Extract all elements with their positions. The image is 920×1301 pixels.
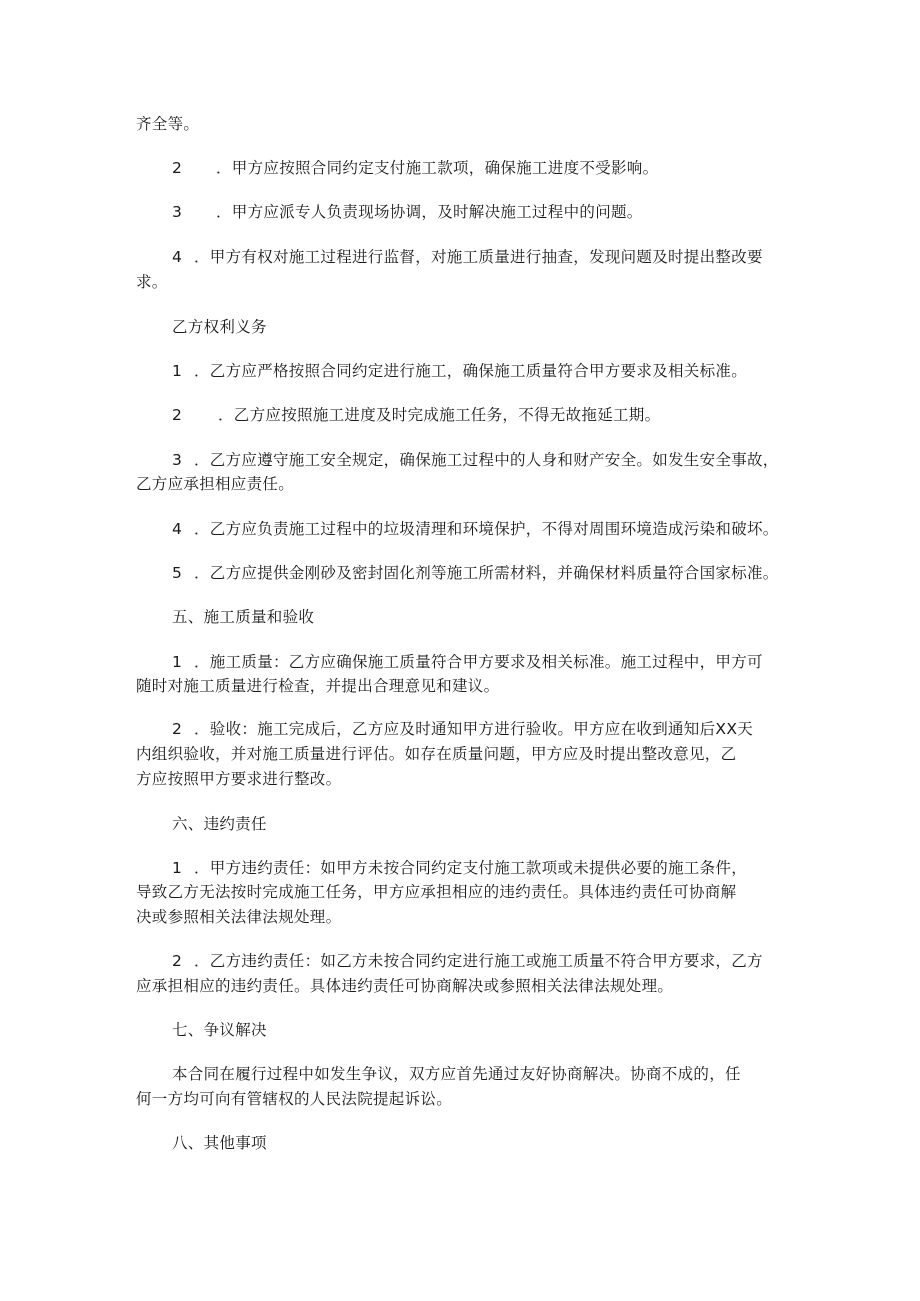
paragraph-line: 求。 [136,273,168,291]
paragraph-line: 决或参照相关法律法规处理。 [136,908,342,926]
numbered-item-line: 4 ．甲方有权对施工过程进行监督，对施工质量进行抽查，发现问题及时提出整改要 [172,248,763,266]
section-heading: 五、施工质量和验收 [172,608,315,626]
section-heading: 乙方权利义务 [172,318,267,336]
numbered-item-line: 3 ．乙方应遵守施工安全规定，确保施工过程中的人身和财产安全。如发生安全事故， [172,451,779,469]
section-heading: 八、其他事项 [172,1134,267,1152]
numbered-item-line: 4 ．乙方应负责施工过程中的垃圾清理和环境保护，不得对周围环境造成污染和破坏。 [172,520,779,538]
numbered-item-line: 2 ．甲方应按照合同约定支付施工款项，确保施工进度不受影响。 [172,159,659,177]
paragraph-line: 乙方应承担相应责任。 [136,475,295,493]
numbered-item-line: 1 ．施工质量：乙方应确保施工质量符合甲方要求及相关标准。施工过程中，甲方可 [172,653,763,671]
paragraph-line: 应承担相应的违约责任。具体违约责任可协商解决或参照相关法律法规处理。 [136,977,674,995]
section-heading: 七、争议解决 [172,1021,267,1039]
paragraph-line: 导致乙方无法按时完成施工任务，甲方应承担相应的违约责任。具体违约责任可协商解 [136,883,737,901]
paragraph-line: 方应按照甲方要求进行整改。 [136,770,342,788]
numbered-item-line: 2 ．乙方应按照施工进度及时完成施工任务，不得无故拖延工期。 [172,406,661,424]
paragraph-line: 齐全等。 [136,115,200,133]
paragraph-line: 内组织验收，并对施工质量进行评估。如存在质量问题，甲方应及时提出整改意见，乙 [136,745,737,763]
paragraph-line: 随时对施工质量进行检查，并提出合理意见和建议。 [136,677,500,695]
paragraph-line: 本合同在履行过程中如发生争议，双方应首先通过友好协商解决。协商不成的，任 [172,1065,741,1083]
numbered-item-line: 3 ．甲方应派专人负责现场协调，及时解决施工过程中的问题。 [172,203,643,221]
numbered-item-line: 5 ．乙方应提供金刚砂及密封固化剂等施工所需材料，并确保材料质量符合国家标准。 [172,564,779,582]
numbered-item-line: 1 ．甲方违约责任：如甲方未按合同约定支付施工款项或未提供必要的施工条件， [172,859,748,877]
paragraph-line: 何一方均可向有管辖权的人民法院提起诉讼。 [136,1090,453,1108]
section-heading: 六、违约责任 [172,815,267,833]
numbered-item-line: 1 ．乙方应严格按照合同约定进行施工，确保施工质量符合甲方要求及相关标准。 [172,362,748,380]
numbered-item-line: 2 ．乙方违约责任：如乙方未按合同约定进行施工或施工质量不符合甲方要求，乙方 [172,952,763,970]
numbered-item-line: 2 ．验收：施工完成后，乙方应及时通知甲方进行验收。甲方应在收到通知后XX天 [172,720,754,738]
